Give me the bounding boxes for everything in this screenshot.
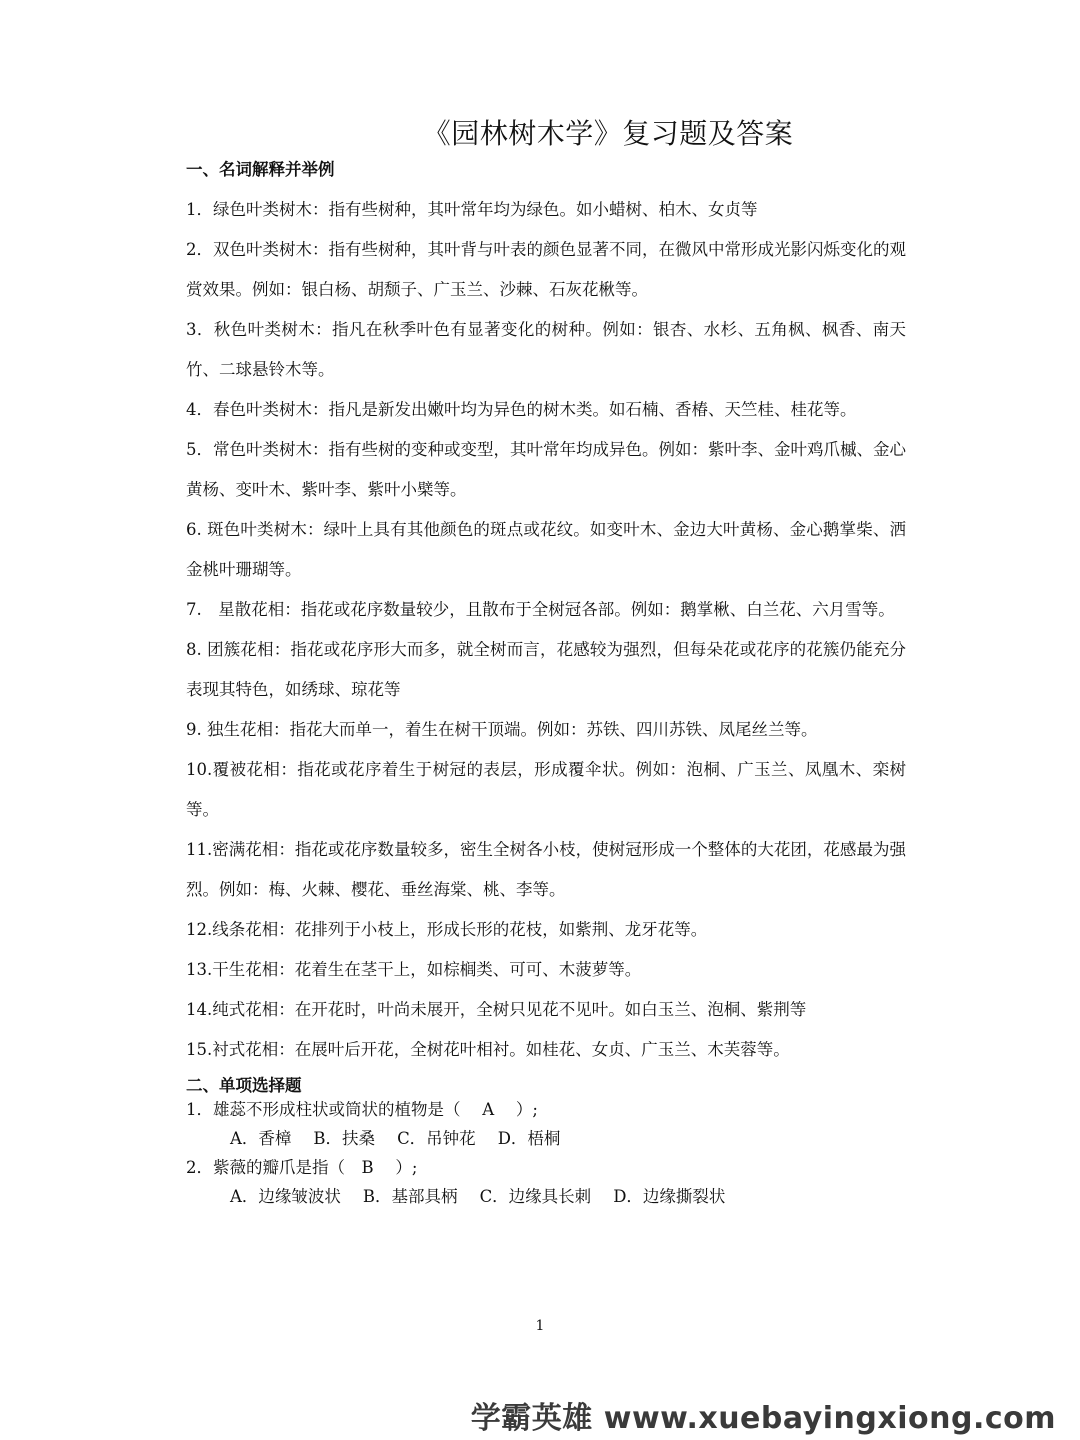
question-stem: 2．紫薇的瓣爪是指（ B ）; [186, 1158, 418, 1177]
option-c: C．吊钟花 [397, 1129, 476, 1148]
question-options [230, 1182, 906, 1212]
definition-item: 7. 星散花相：指花或花序数量较少，且散布于全树冠各部。例如：鹅掌楸、白兰花、六月雪等。 [186, 600, 895, 619]
content-body [186, 160, 906, 1212]
definition-item: 15.衬式花相：在展叶后开花，全树花叶相衬。如桂花、女贞、广玉兰、木芙蓉等。 [186, 1040, 790, 1059]
definition-item: 13.干生花相：花着生在茎干上，如棕榈类、可可、木菠萝等。 [186, 960, 642, 979]
section-heading-definitions: 一、名词解释并举例 [186, 160, 335, 179]
definition-item: 3．秋色叶类树木：指凡在秋季叶色有显著变化的树种。例如：银杏、水杉、五角枫、枫香、南天竹、二球悬铃木等。 [186, 320, 906, 379]
question-options [230, 1124, 906, 1154]
definition-item: 8. 团簇花相：指花或花序形大而多，就全树而言，花感较为强烈，但每朵花或花序的花簇仍能充分表现其特色，如绣球、琼花等 [186, 640, 906, 699]
site-watermark: 学霸英雄 www.xuebayingxiong.com [470, 1401, 1056, 1436]
option-b: B．扶桑 [313, 1129, 376, 1148]
option-d: D．梧桐 [497, 1129, 561, 1148]
definition-item: 4．春色叶类树木：指凡是新发出嫩叶均为异色的树木类。如石楠、香椿、天竺桂、桂花等。 [186, 400, 857, 419]
definition-item: 5．常色叶类树木：指有些树的变种或变型，其叶常年均成异色。例如：紫叶李、金叶鸡爪槭、金心黄杨、变叶木、紫叶李、紫叶小檗等。 [186, 440, 906, 499]
option-d: D．边缘撕裂状 [613, 1187, 726, 1206]
question-stem: 1．雄蕊不形成柱状或筒状的植物是（ A ）; [186, 1100, 538, 1119]
definition-item: 12.线条花相：花排列于小枝上，形成长形的花枝，如紫荆、龙牙花等。 [186, 920, 708, 939]
definition-item: 2．双色叶类树木：指有些树种，其叶背与叶表的颜色显著不同，在微风中常形成光影闪烁变化的观赏效果。例如：银白杨、胡颓子、广玉兰、沙棘、石灰花楸等。 [186, 240, 906, 299]
definition-item: 6. 斑色叶类树木：绿叶上具有其他颜色的斑点或花纹。如变叶木、金边大叶黄杨、金心鹅掌柴、洒金桃叶珊瑚等。 [186, 520, 906, 579]
page-title: 《园林树木学》复习题及答案 [422, 117, 794, 150]
option-a: A．香樟 [230, 1129, 292, 1148]
definition-item: 14.纯式花相：在开花时，叶尚未展开，全树只见花不见叶。如白玉兰、泡桐、紫荆等 [186, 1000, 807, 1019]
definition-item: 9. 独生花相：指花大而单一，着生在树干顶端。例如：苏铁、四川苏铁、凤尾丝兰等。 [186, 720, 818, 739]
option-b: B．基部具柄 [362, 1187, 458, 1206]
definition-item: 1．绿色叶类树木：指有些树种，其叶常年均为绿色。如小蜡树、柏木、女贞等 [186, 200, 758, 219]
option-a: A．边缘皱波状 [230, 1187, 341, 1206]
page-number: 1 [535, 1318, 545, 1334]
section-heading-choice: 二、单项选择题 [186, 1076, 302, 1095]
definition-item: 10.覆被花相：指花或花序着生于树冠的表层，形成覆伞状。例如：泡桐、广玉兰、凤凰木、栾树等。 [186, 760, 906, 819]
definition-list [186, 190, 906, 1070]
definition-item: 11.密满花相：指花或花序数量较多，密生全树各小枝，使树冠形成一个整体的大花团，花感最为强烈。例如：梅、火棘、樱花、垂丝海棠、桃、李等。 [186, 840, 906, 899]
option-c: C．边缘具长刺 [479, 1187, 592, 1206]
